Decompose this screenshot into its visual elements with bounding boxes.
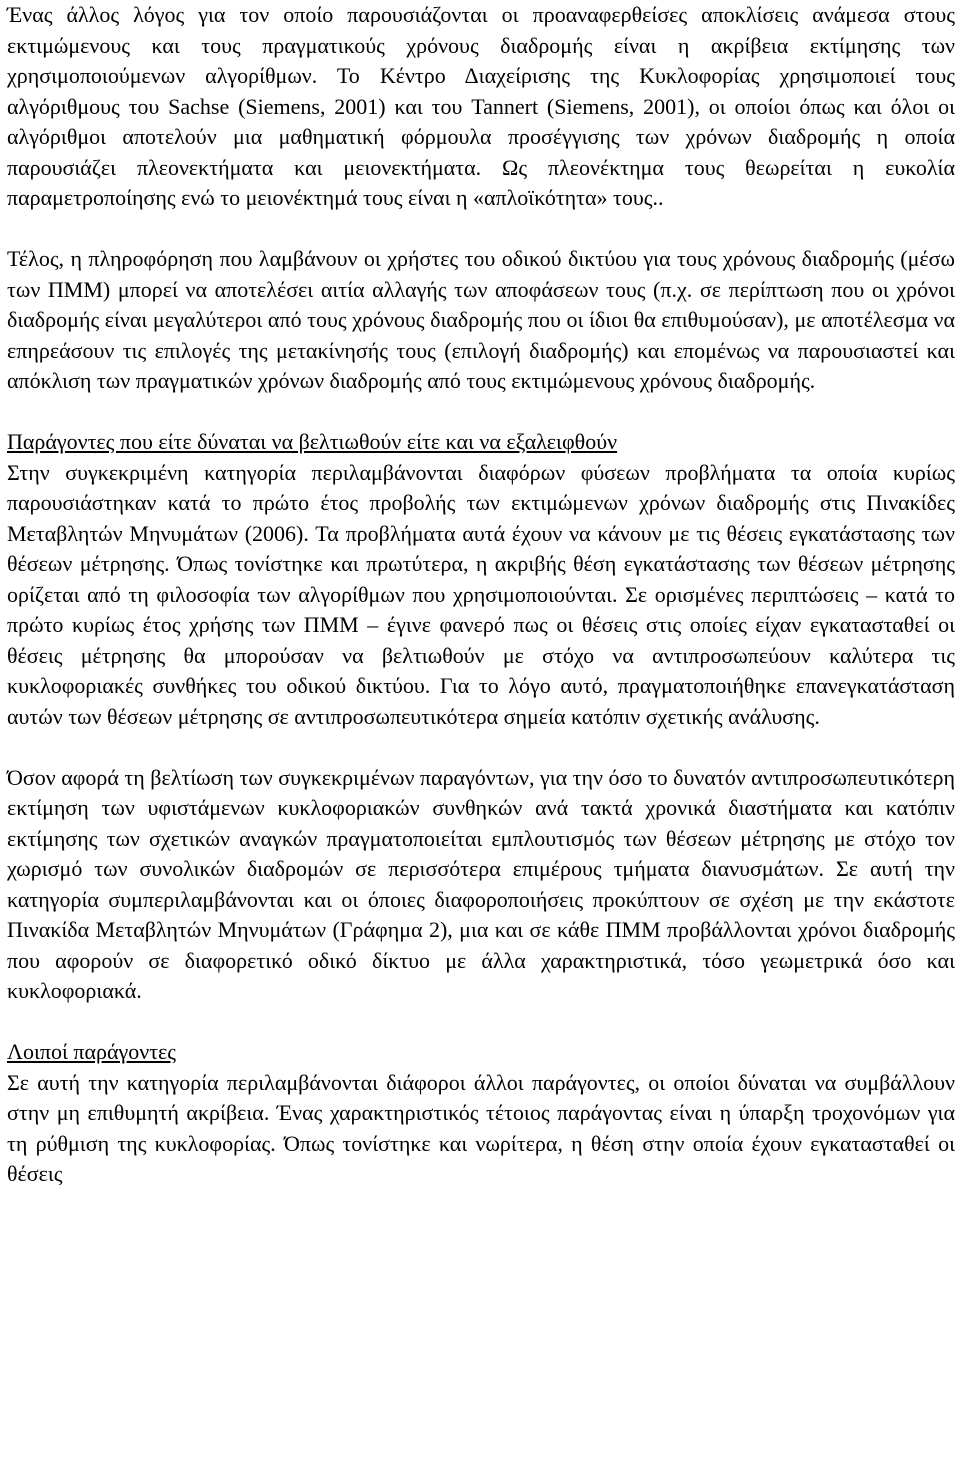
paragraph-user-information: Τέλος, η πληροφόρηση που λαμβάνουν οι χρήστες του οδικού δικτύου για τους χρόνους διαδρομής (μέσω των ΠΜΜ) μπορεί να αποτελέσει αιτία αλλαγής των αποφάσεων τους (π.χ. σε περίπτωση που οι χρόνοι διαδρομής είναι μεγαλύτεροι από τους χρόνους διαδρομής που οι ίδιοι θα επιθυμούσαν), με αποτέλεσμα να επηρεάσουν τις επιλογές της μετακίνησής τους (επιλογή διαδρομής) και επομένως να παρουσιαστεί και απόκλιση των πραγματικών χρόνων διαδρομής από τους εκτιμώμενους χρόνους διαδρομής. (7, 246, 955, 393)
paragraph-algorithm-accuracy: Ένας άλλος λόγος για τον οποίο παρουσιάζονται οι προαναφερθείσες αποκλίσεις ανάμεσα στους εκτιμώμενους και τους πραγματικούς χρόνους διαδρομής είναι η ακρίβεια εκτίμησης των χρησιμοποιούμενων αλγορίθμων. Το Κέντρο Διαχείρισης της Κυκλοφορίας χρησιμοποιεί τους αλγόριθμους του Sachse (Siemens, 2001) και του Tannert (Siemens, 2001), οι οποίοι όπως και όλοι οι αλγόριθμοι αποτελούν μια μαθηματική φόρμουλα προσέγγισης των χρόνων διαδρομής η οποία παρουσιάζει πλεονεκτήματα και μειονεκτήματα. Ως πλεονέκτημα τους θεωρείται η ευκολία παραμετροποίησης ενώ το μειονέκτημά τους είναι η «απλοϊκότητα» τους.. (7, 2, 955, 210)
paragraph-spacer (7, 214, 955, 245)
paragraph-measurement-positions: Στην συγκεκριμένη κατηγορία περιλαμβάνονται διαφόρων φύσεων προβλήματα τα οποία κυρίως παρουσιάστηκαν κατά το πρώτο έτος προβολής των εκτιμώμενων χρόνων διαδρομής στις Πινακίδες Μεταβλητών Μηνυμάτων (2006). Τα προβλήματα αυτά έχουν να κάνουν με τις θέσεις εγκατάστασης των θέσεων μέτρησης. Όπως τονίστηκε και πρωτύτερα, η ακριβής θέση εγκατάστασης των θέσεων μέτρησης ορίζεται από τη φιλοσοφία των αλγορίθμων που χρησιμοποιούνται. Σε ορισμένες περιπτώσεις – κατά το πρώτο κυρίως έτος χρήσης των ΠΜΜ – έγινε φανερό πως οι θέσεις στις οποίες είχαν εγκατασταθεί οι θέσεις μέτρησης θα μπορούσαν να βελτιωθούν με στόχο να αντιπροσωπεύουν καλύτερα τις κυκλοφοριακές συνθήκες του οδικού δικτύου. Για το λόγο αυτό, πραγματοποιήθηκε επανεγκατάσταση αυτών των θέσεων μέτρησης σε αντιπροσωπευτικότερα σημεία κατόπιν σχετικής ανάλυσης. (7, 459, 955, 729)
section-heading-other-factors: Λοιποί παράγοντες (7, 1039, 176, 1064)
paragraph-improvement: Όσον αφορά τη βελτίωση των συγκεκριμένων παραγόντων, για την όσο το δυνατόν αντιπροσωπευτικότερη εκτίμηση των υφιστάμενων κυκλοφοριακών συνθηκών ανά τακτά χρονικά διαστήματα και κατόπιν εκτίμησης των σχετικών αναγκών πραγματοποιείται εμπλουτισμός των θέσεων μέτρησης με στόχο τον χωρισμό των συνολικών διαδρομών σε περισσότερα επιμέρους τμήματα διανυσμάτων. Σε αυτή την κατηγορία συμπεριλαμβάνονται και οι όποιες διαφοροποιήσεις προκύπτουν σε σχέση με την εκάστοτε Πινακίδα Μεταβλητών Μηνυμάτων (Γράφημα 2), μια και σε κάθε ΠΜΜ προβάλλονται χρόνοι διαδρομής που αφορούν σε διαφορετικό οδικό δίκτυο με άλλα χαρακτηριστικά, τόσο γεωμετρικά όσο και κυκλοφοριακά. (7, 764, 956, 1003)
section-heading-improvable-factors: Παράγοντες που είτε δύναται να βελτιωθούν είτε και να εξαλειφθούν (7, 429, 618, 454)
paragraph-spacer (7, 1007, 955, 1038)
paragraph-spacer (7, 732, 955, 763)
paragraph-other-factors: Σε αυτή την κατηγορία περιλαμβάνονται διάφοροι άλλοι παράγοντες, οι οποίοι δύναται να συμβάλλουν στην μη επιθυμητή ακρίβεια. Ένας χαρακτηριστικός τέτοιος παράγοντας είναι η ύπαρξη τροχονόμων για τη ρύθμιση της κυκλοφορίας. Όπως τονίστηκε και νωρίτερα, η θέση στην οποία έχουν εγκατασταθεί οι θέσεις (7, 1069, 955, 1186)
document-page (7, 0, 955, 1190)
paragraph-spacer (7, 397, 955, 428)
